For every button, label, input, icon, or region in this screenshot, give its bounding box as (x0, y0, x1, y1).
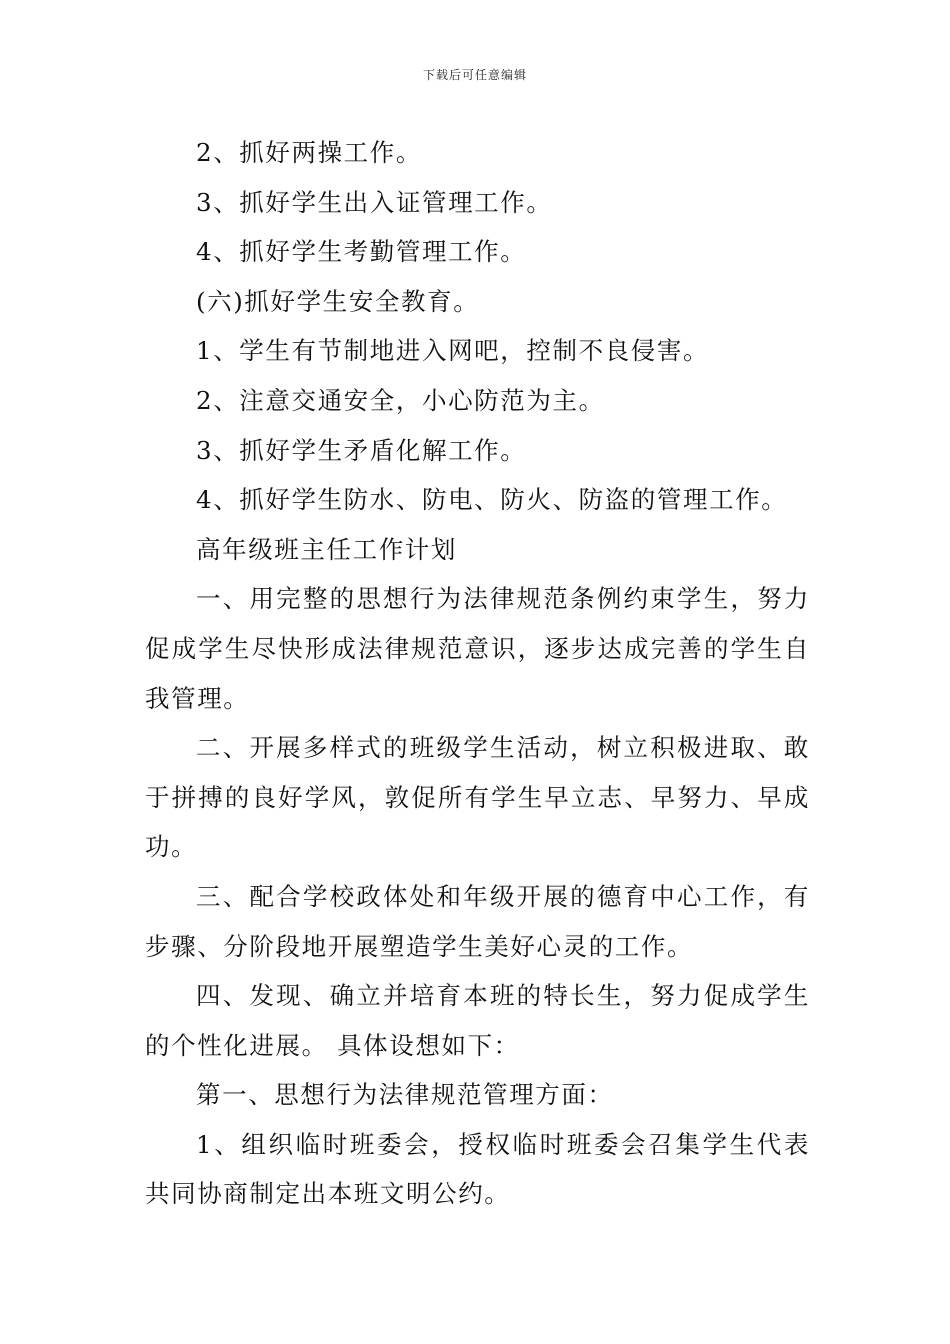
paragraph: 3、抓好学生出入证管理工作。 (196, 187, 553, 217)
paragraph: 4、抓好学生防水、防电、防火、防盗的管理工作。 (196, 485, 788, 515)
paragraph: 4、抓好学生考勤管理工作。 (196, 237, 527, 267)
paragraph: 三、配合学校政体处和年级开展的德育中心工作，有步骤、分阶段地开展塑造学生美好心灵的工作。 (145, 881, 810, 961)
paragraph: 二、开展多样式的班级学生活动，树立积极进取、敢于拼搏的良好学风，敦促所有学生早立志、早努力、早成功。 (145, 733, 810, 862)
section-heading: (六)抓好学生安全教育。 (196, 286, 480, 316)
paragraph: 2、注意交通安全，小心防范为主。 (196, 385, 605, 415)
paragraph: 1、学生有节制地进入网吧，控制不良侵害。 (196, 336, 710, 366)
paragraph: 2、抓好两操工作。 (196, 138, 422, 167)
paragraph: 四、发现、确立并培育本班的特长生，努力促成学生的个性化进展。 具体设想如下： (145, 981, 810, 1060)
section-heading: 第一、思想行为法律规范管理方面： (196, 1080, 614, 1110)
paragraph: 一、用完整的思想行为法律规范条例约束学生，努力促成学生尽快形成法律规范意识，逐步达成完善的学生自我管理。 (145, 584, 810, 713)
header-note: 下载后可任意编辑 (422, 68, 527, 82)
paragraph: 1、组织临时班委会，授权临时班委会召集学生代表共同协商制定出本班文明公约。 (145, 1129, 810, 1209)
document-title: 高年级班主任工作计划 (196, 534, 457, 564)
document-body (145, 128, 810, 1219)
paragraph: 3、抓好学生矛盾化解工作。 (196, 435, 527, 465)
